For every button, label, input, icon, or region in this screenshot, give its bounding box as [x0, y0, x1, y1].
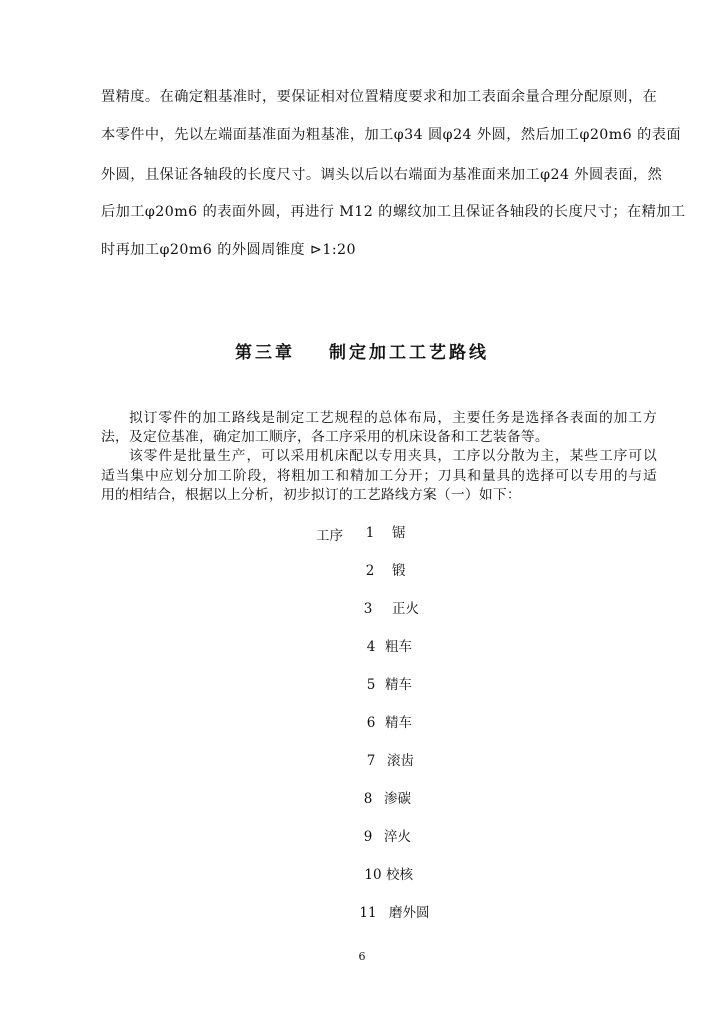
step-number: 1	[365, 525, 375, 541]
chapter-heading	[0, 342, 724, 364]
step-number: 9	[363, 829, 373, 845]
step-number: 11	[359, 905, 377, 921]
process-step	[362, 790, 411, 808]
process-step	[365, 714, 412, 732]
step-name: 渗碳	[384, 791, 411, 807]
step-number: 5	[366, 677, 376, 693]
process-step	[364, 524, 406, 542]
process-step	[364, 562, 406, 580]
step-name: 精车	[385, 677, 412, 693]
process-step	[364, 866, 413, 884]
process-step	[362, 828, 411, 846]
step-number: 3	[363, 601, 373, 617]
chapter-title: 制定加工工艺路线	[329, 343, 489, 363]
process-step	[365, 752, 414, 770]
step-name: 滚齿	[387, 753, 414, 769]
process-step	[365, 676, 412, 694]
paragraph-line: 法，及定位基准，确定加工顺序，各工序采用的机床设备和工艺装备等。	[101, 429, 549, 445]
step-number: 2	[365, 563, 375, 579]
step-name: 精车	[385, 715, 412, 731]
text-line: 时再加工φ20m6 的外圆周锥度 ⊳1:20	[101, 242, 357, 258]
step-name: 锯	[392, 525, 406, 541]
step-number: 4	[366, 639, 376, 655]
step-name: 正火	[392, 601, 419, 617]
text-line: 本零件中，先以左端面基准面为粗基准，加工φ34 圆φ24 外圆，然后加工φ20m6 的表面	[101, 127, 682, 143]
process-step	[359, 904, 430, 922]
step-number: 7	[366, 753, 376, 769]
chapter-number: 第三章	[235, 343, 295, 363]
text-line: 后加工φ20m6 的表面外圆，再进行 M12 的螺纹加工且保证各轴段的长度尺寸；在精加工	[101, 204, 686, 220]
text-line: 外圆，且保证各轴段的长度尺寸。调头以后以右端面为基准面来加工φ24 外圆表面，然	[101, 167, 663, 183]
paragraph-line: 适当集中应划分加工阶段，将粗加工和精加工分开；刀具和量具的选择可以专用的与适	[101, 468, 657, 484]
process-step	[362, 600, 419, 618]
step-number: 10	[364, 867, 382, 883]
step-name: 锻	[392, 563, 406, 579]
process-heading: 工序	[316, 528, 343, 544]
step-number: 8	[363, 791, 373, 807]
paragraph-line: 该零件是批量生产，可以采用机床配以专用夹具，工序以分散为主，某些工序可以	[129, 448, 657, 464]
step-name: 淬火	[384, 829, 411, 845]
process-step	[365, 638, 412, 656]
step-number: 6	[366, 715, 376, 731]
step-name: 粗车	[385, 639, 412, 655]
step-name: 磨外圆	[389, 905, 430, 921]
paragraph-line: 用的相结合，根据以上分析，初步拟订的工艺路线方案（一）如下：	[101, 487, 521, 503]
text-line: 置精度。在确定粗基准时，要保证相对位置精度要求和加工表面余量合理分配原则，在	[101, 89, 658, 105]
page-number: 6	[358, 950, 366, 963]
step-name: 校核	[386, 867, 413, 883]
paragraph-line: 拟订零件的加工路线是制定工艺规程的总体布局，主要任务是选择各表面的加工方	[129, 410, 657, 426]
